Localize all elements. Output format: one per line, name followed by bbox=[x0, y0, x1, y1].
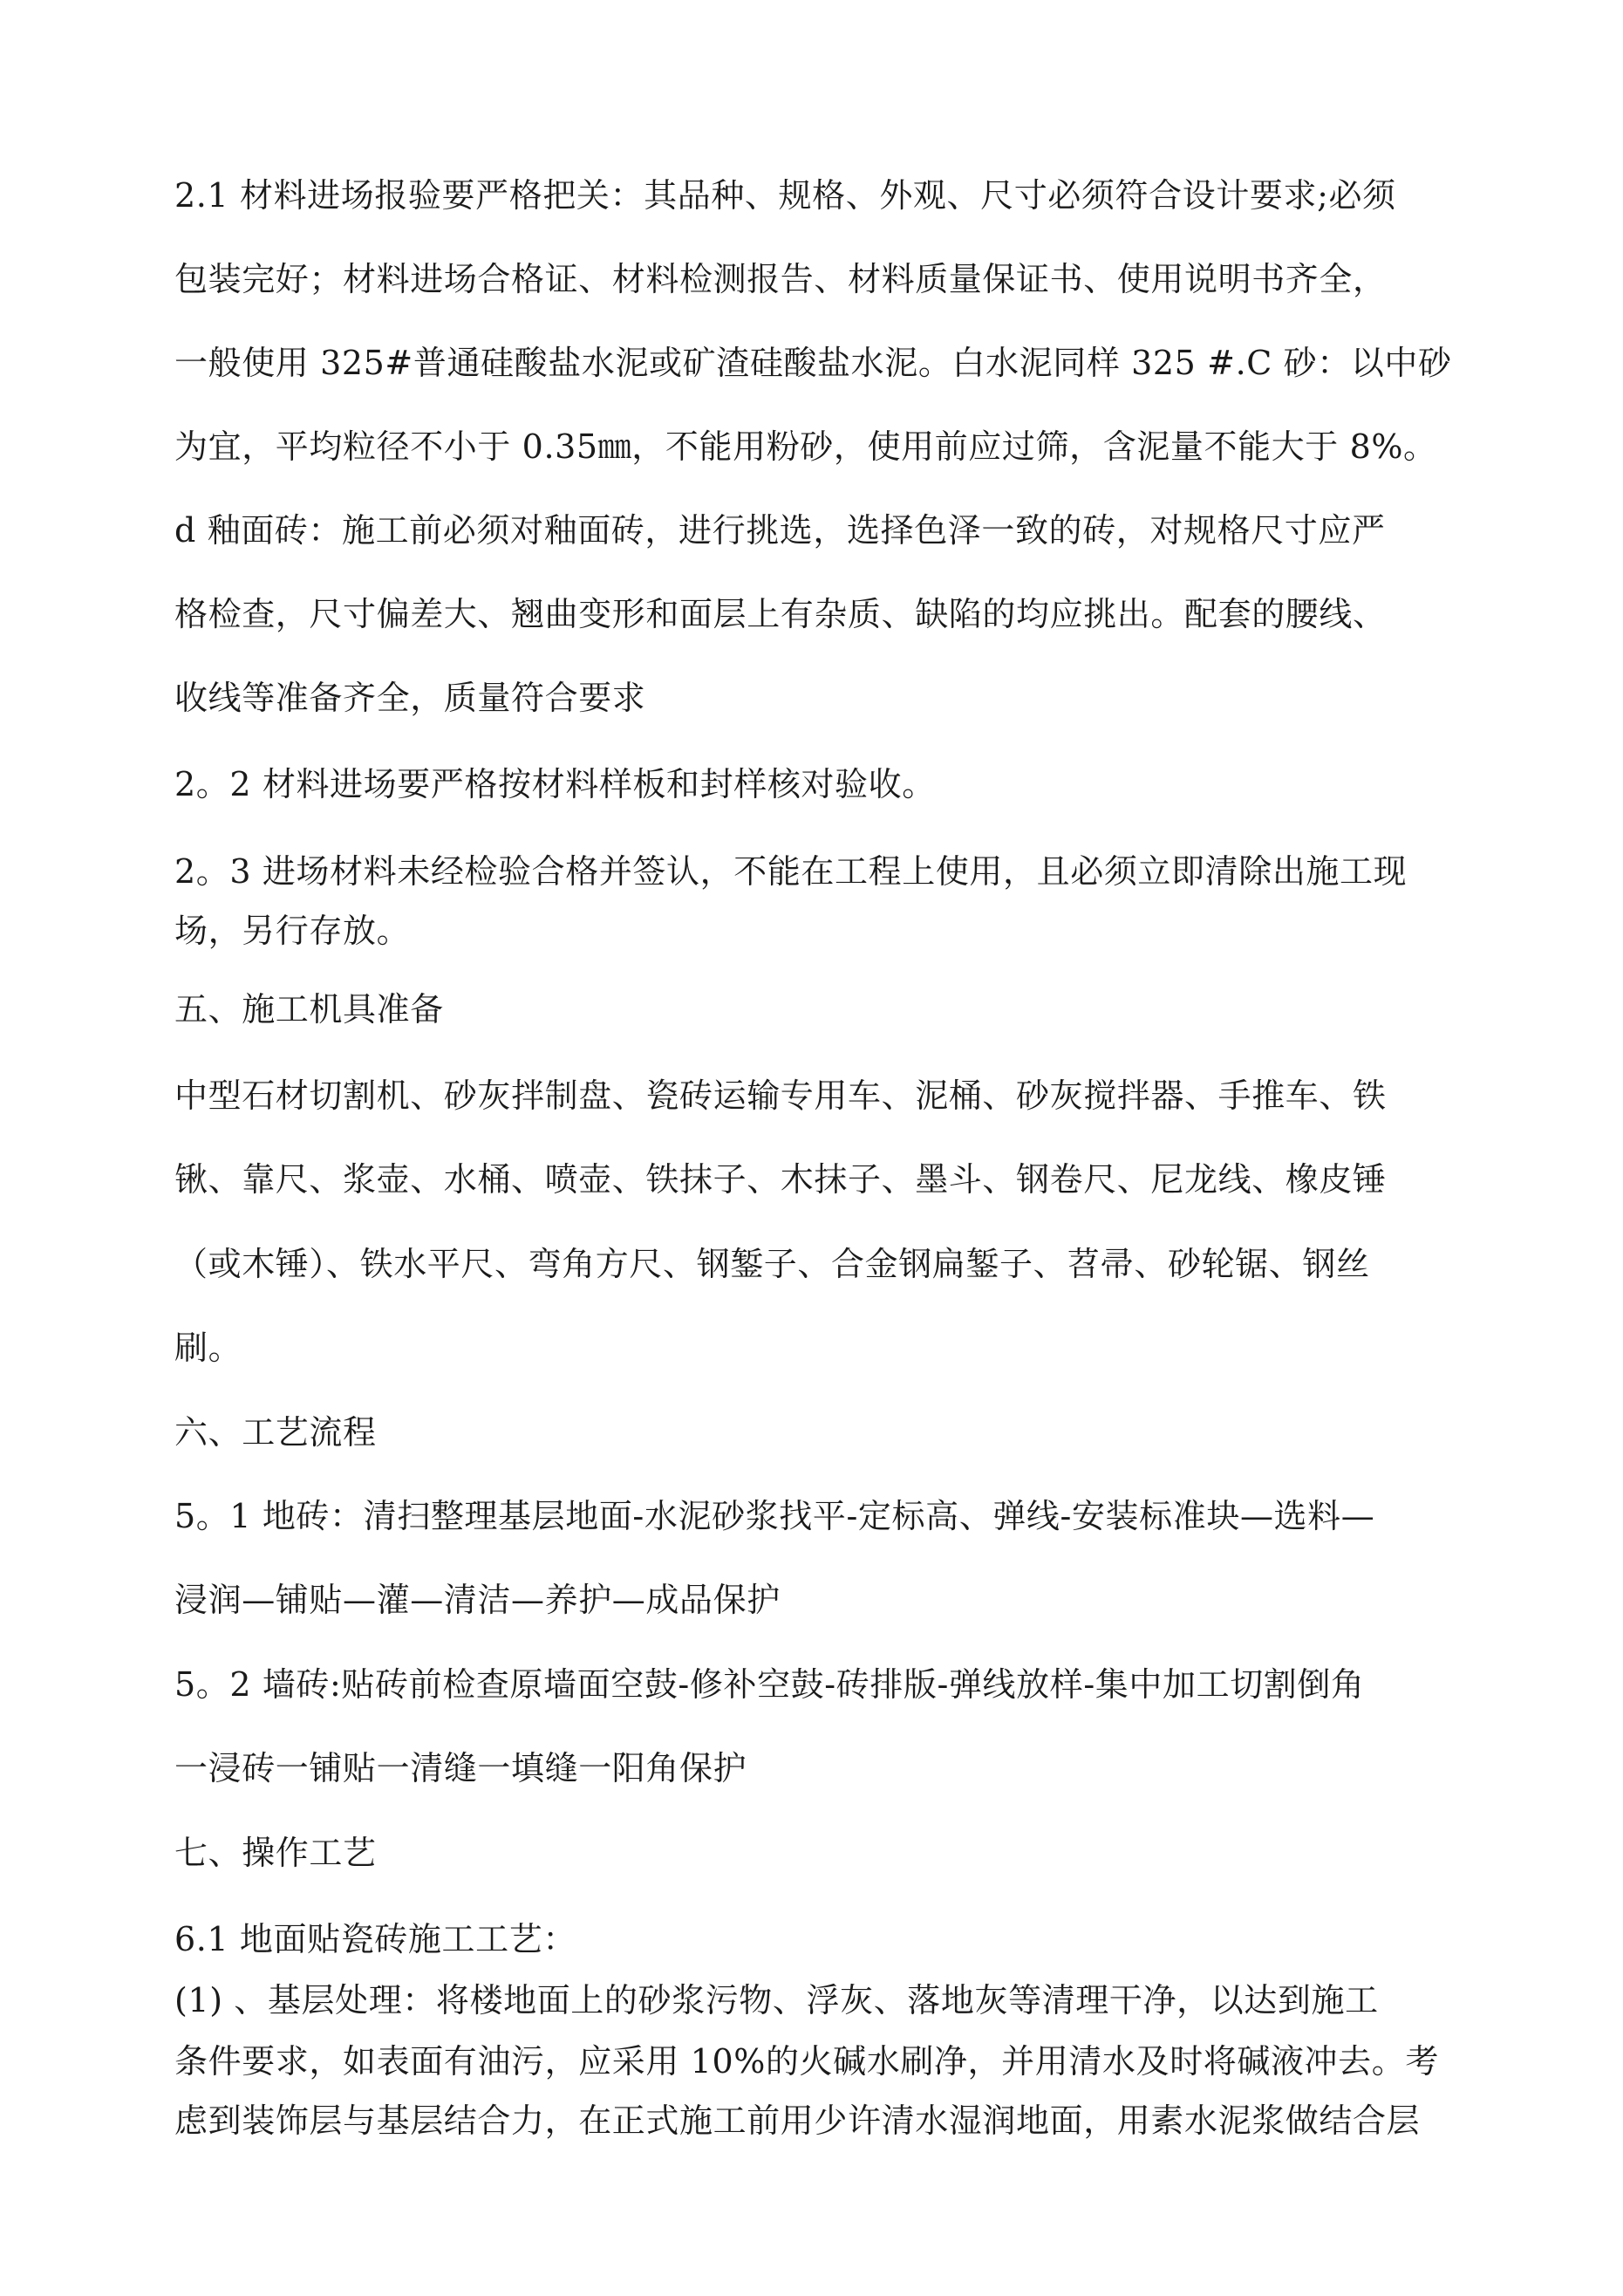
text-line: 2.1 材料进场报验要严格把关：其品种、规格、外观、尺寸必须符合设计要求;必须 bbox=[174, 176, 1396, 215]
text-line: 锹、靠尺、浆壶、水桶、喷壶、铁抹子、木抹子、墨斗、钢卷尺、尼龙线、橡皮锤 bbox=[174, 1160, 1387, 1199]
text-line: 2。3 进场材料未经检验合格并签认，不能在工程上使用，且必须立即清除出施工现 bbox=[174, 852, 1408, 891]
text-line: 条件要求，如表面有油污，应采用 10%的火碱水刷净，并用清水及时将碱液冲去。考 bbox=[174, 2042, 1439, 2081]
text-line: 包装完好；材料进场合格证、材料检测报告、材料质量保证书、使用说明书齐全， bbox=[174, 260, 1387, 298]
text-line: 中型石材切割机、砂灰拌制盘、瓷砖运输专用车、泥桶、砂灰搅拌器、手推车、铁 bbox=[174, 1076, 1387, 1115]
section-heading: 六、工艺流程 bbox=[174, 1413, 377, 1452]
text-line: （或木锤）、铁水平尺、弯角方尺、钢錾子、合金钢扁錾子、苕帚、砂轮锯、钢丝 bbox=[174, 1245, 1370, 1283]
text-line: 一般使用 325#普通硅酸盐水泥或矿渣硅酸盐水泥。白水泥同样 325 #.C 砂：以中砂 bbox=[174, 344, 1452, 382]
text-line: 浸润—铺贴—灌—清洁—养护—成品保护 bbox=[174, 1581, 781, 1619]
text-line: 2。2 材料进场要严格按材料样板和封样核对验收。 bbox=[174, 765, 936, 803]
text-line: 5。2 墙砖:贴砖前检查原墙面空鼓-修补空鼓-砖排版-弹线放样-集中加工切割倒角 bbox=[174, 1665, 1365, 1704]
text-line: 为宜，平均粒径不小于 0.35㎜，不能用粉砂，使用前应过筛，含泥量不能大于 8%。 bbox=[174, 427, 1437, 466]
text-line: (1) 、基层处理：将楼地面上的砂浆污物、浮灰、落地灰等清理干净，以达到施工 bbox=[174, 1981, 1379, 2019]
text-line: d 釉面砖：施工前必须对釉面砖，进行挑选，选择色泽一致的砖，对规格尺寸应严 bbox=[174, 511, 1386, 550]
text-line: 虑到装饰层与基层结合力，在正式施工前用少许清水湿润地面，用素水泥浆做结合层 bbox=[174, 2101, 1421, 2140]
text-line: 格检查，尺寸偏差大、翘曲变形和面层上有杂质、缺陷的均应挑出。配套的腰线、 bbox=[174, 595, 1387, 633]
text-line: 刷。 bbox=[174, 1329, 242, 1367]
text-line: 场，另行存放。 bbox=[174, 912, 411, 950]
text-line: 5。1 地砖：清扫整理基层地面-水泥砂浆找平-定标高、弹线-安装标准块—选料— bbox=[174, 1497, 1375, 1535]
section-heading: 五、施工机具准备 bbox=[174, 990, 444, 1028]
text-line: 收线等准备齐全，质量符合要求 bbox=[174, 679, 646, 717]
text-line: 一浸砖一铺贴一清缝一填缝一阳角保护 bbox=[174, 1749, 747, 1787]
text-line: 6.1 地面贴瓷砖施工工艺： bbox=[174, 1920, 576, 1958]
section-heading: 七、操作工艺 bbox=[174, 1834, 377, 1872]
